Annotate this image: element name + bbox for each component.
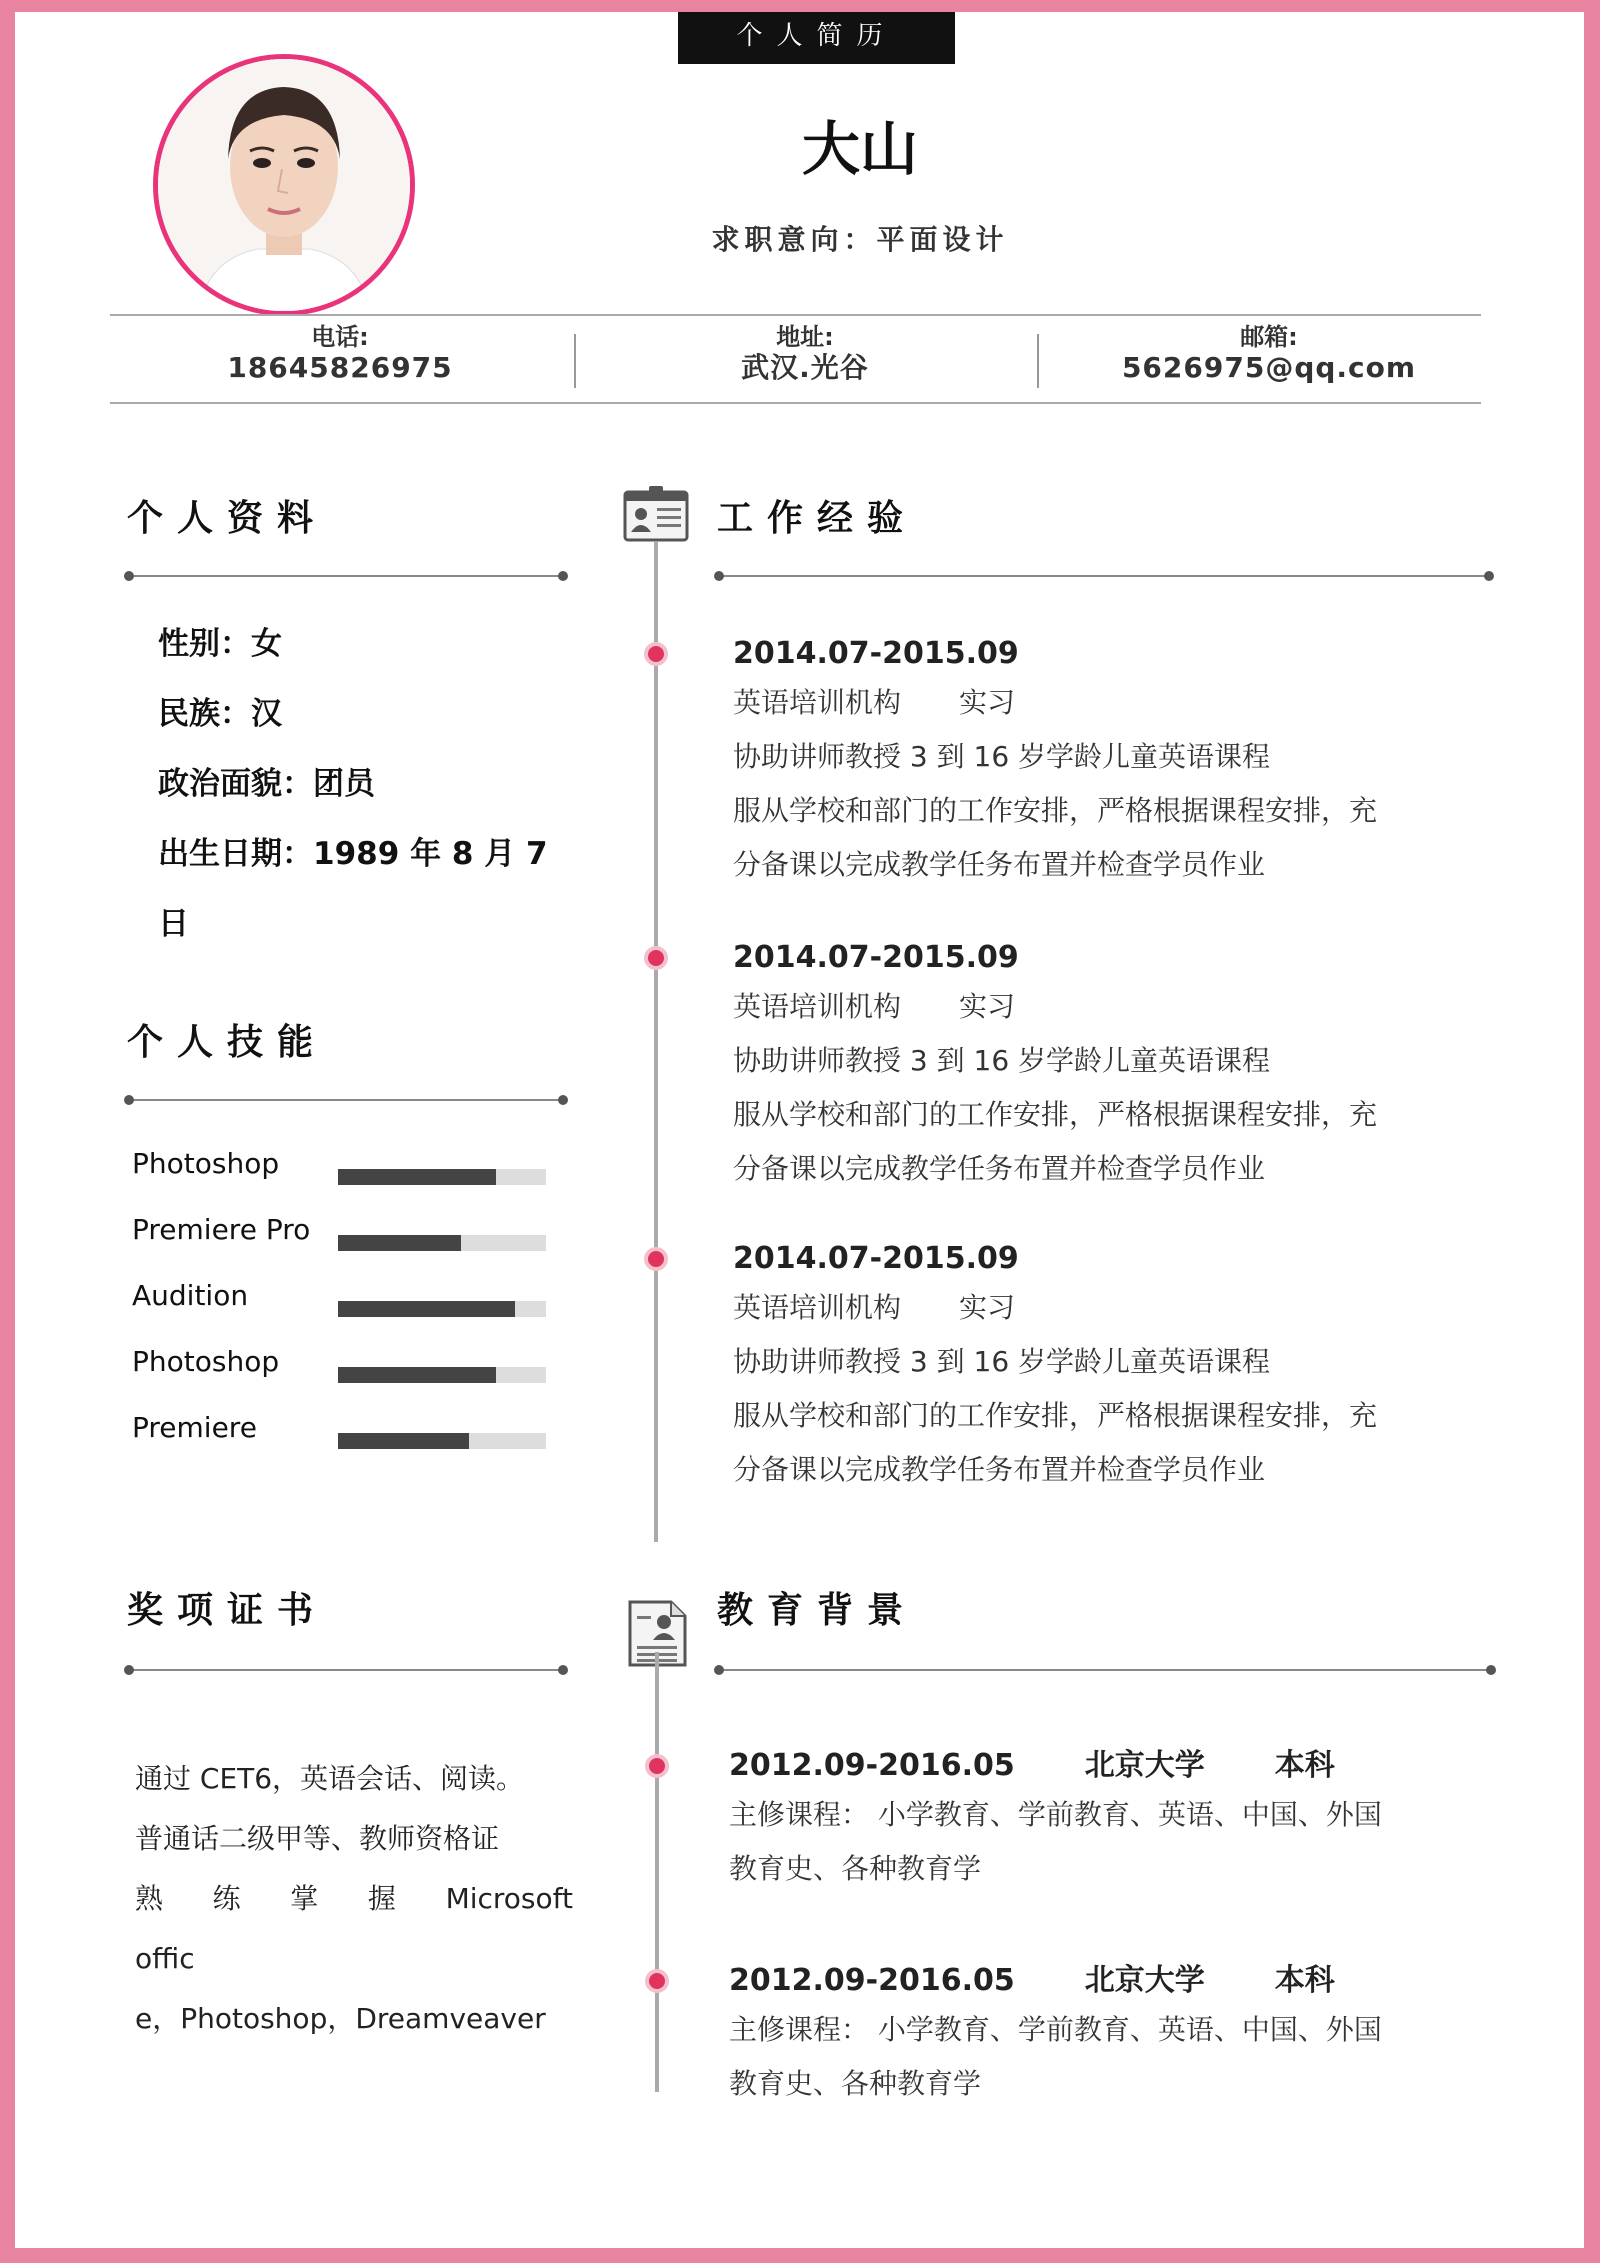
work-role: 实习 bbox=[959, 686, 1016, 719]
education-timeline bbox=[655, 1652, 659, 2092]
skill-fill bbox=[338, 1169, 496, 1185]
skill-bar bbox=[338, 1367, 546, 1383]
award-word: 练 bbox=[212, 1882, 241, 1915]
education-title: 教育背景 bbox=[717, 1590, 918, 1631]
timeline-dot bbox=[644, 946, 668, 970]
skill-fill bbox=[338, 1235, 461, 1251]
contact-address-label: 地址: bbox=[776, 323, 834, 351]
skill-fill bbox=[338, 1367, 496, 1383]
work-desc: 分备课以完成教学任务布置并检查学员作业 bbox=[733, 1152, 1266, 1185]
job-objective: 求职意向：平面设计 bbox=[711, 223, 1009, 256]
divider-bottom bbox=[110, 402, 1481, 404]
work-entry bbox=[733, 632, 1453, 892]
award-word: Microsoft bbox=[445, 1882, 573, 1915]
profile-title: 个人资料 bbox=[127, 498, 328, 539]
timeline-dot bbox=[644, 1247, 668, 1271]
awards-title: 奖项证书 bbox=[127, 1590, 328, 1631]
edu-date: 2012.09-2016.05 bbox=[729, 1748, 1015, 1783]
edu-date: 2012.09-2016.05 bbox=[729, 1963, 1015, 1998]
candidate-name: 大山 bbox=[801, 115, 918, 183]
profile-birth-cont: 日 bbox=[158, 906, 189, 942]
work-desc: 协助讲师教授 3 到 16 岁学龄儿童英语课程 bbox=[733, 1044, 1271, 1077]
award-line: e，Photoshop，Dreamveaver bbox=[135, 2002, 546, 2035]
skill-bar bbox=[338, 1169, 546, 1185]
award-line: 普通话二级甲等、教师资格证 bbox=[135, 1822, 500, 1855]
resume-page bbox=[15, 12, 1584, 2248]
contact-phone-value: 18645826975 bbox=[227, 351, 453, 384]
contact-phone-label: 电话: bbox=[311, 323, 369, 351]
edu-degree: 本科 bbox=[1274, 1963, 1335, 1998]
work-entry bbox=[733, 1237, 1453, 1497]
work-desc: 分备课以完成教学任务布置并检查学员作业 bbox=[733, 1453, 1266, 1486]
work-date: 2014.07-2015.09 bbox=[733, 636, 1019, 671]
edu-courses: 主修课程： 小学教育、学前教育、英语、中国、外国 bbox=[729, 1798, 1382, 1831]
education-entry bbox=[729, 1959, 1459, 2111]
work-desc: 协助讲师教授 3 到 16 岁学龄儿童英语课程 bbox=[733, 1345, 1271, 1378]
edu-courses: 教育史、各种教育学 bbox=[729, 2067, 982, 2100]
work-desc: 服从学校和部门的工作安排，严格根据课程安排，充 bbox=[733, 1098, 1378, 1131]
education-entry bbox=[729, 1744, 1459, 1896]
awards-rule bbox=[129, 1669, 563, 1671]
skills-title: 个人技能 bbox=[127, 1022, 328, 1063]
edu-school: 北京大学 bbox=[1084, 1748, 1205, 1783]
contact-address-value: 武汉.光谷 bbox=[741, 351, 869, 384]
skill-name: Premiere Pro bbox=[132, 1213, 311, 1246]
id-card-icon bbox=[623, 486, 689, 546]
contact-email-value: 5626975@qq.com bbox=[1121, 351, 1417, 384]
skill-name: Premiere bbox=[132, 1411, 257, 1444]
divider-top bbox=[110, 314, 1481, 316]
education-rule bbox=[719, 1669, 1491, 1671]
profile-gender: 性别：女 bbox=[158, 626, 282, 662]
contact-address bbox=[575, 322, 1035, 384]
timeline-dot bbox=[645, 1969, 669, 1993]
skill-name: Photoshop bbox=[132, 1345, 280, 1378]
work-desc: 服从学校和部门的工作安排，严格根据课程安排，充 bbox=[733, 1399, 1378, 1432]
resume-tab-label: 个人简历 bbox=[678, 12, 955, 64]
award-line: 通过 CET6，英语会话、阅读。 bbox=[135, 1762, 525, 1795]
work-org: 英语培训机构 bbox=[733, 990, 902, 1023]
skill-bar bbox=[338, 1433, 546, 1449]
award-line bbox=[135, 1869, 573, 1929]
contact-phone bbox=[110, 322, 570, 384]
profile-birth: 出生日期：1989 年 8 月 7 bbox=[158, 836, 548, 872]
work-desc: 服从学校和部门的工作安排，严格根据课程安排，充 bbox=[733, 794, 1378, 827]
awards-text bbox=[135, 1749, 573, 2049]
award-word: 掌 bbox=[290, 1882, 319, 1915]
work-title: 工作经验 bbox=[717, 498, 918, 539]
award-word: 熟 bbox=[135, 1882, 164, 1915]
contact-email-label: 邮箱: bbox=[1240, 323, 1298, 351]
timeline-dot bbox=[644, 642, 668, 666]
edu-school: 北京大学 bbox=[1084, 1963, 1205, 1998]
profile-politics: 政治面貌：团员 bbox=[158, 766, 375, 802]
award-line: offic bbox=[135, 1942, 195, 1975]
skill-bar bbox=[338, 1235, 546, 1251]
work-timeline bbox=[654, 542, 658, 1542]
award-word: 握 bbox=[367, 1882, 396, 1915]
skill-name: Photoshop bbox=[132, 1147, 280, 1180]
timeline-dot bbox=[645, 1754, 669, 1778]
profile-rule bbox=[129, 575, 563, 577]
contact-email bbox=[1039, 322, 1499, 384]
skill-fill bbox=[338, 1433, 469, 1449]
edu-courses: 主修课程： 小学教育、学前教育、英语、中国、外国 bbox=[729, 2013, 1382, 2046]
work-rule bbox=[719, 575, 1489, 577]
work-org: 英语培训机构 bbox=[733, 1291, 902, 1324]
work-entry bbox=[733, 936, 1453, 1196]
work-role: 实习 bbox=[959, 1291, 1016, 1324]
skill-fill bbox=[338, 1301, 515, 1317]
edu-courses: 教育史、各种教育学 bbox=[729, 1852, 982, 1885]
work-date: 2014.07-2015.09 bbox=[733, 1241, 1019, 1276]
work-org: 英语培训机构 bbox=[733, 686, 902, 719]
profile-ethnicity: 民族：汉 bbox=[158, 696, 282, 732]
work-desc: 协助讲师教授 3 到 16 岁学龄儿童英语课程 bbox=[733, 740, 1271, 773]
work-desc: 分备课以完成教学任务布置并检查学员作业 bbox=[733, 848, 1266, 881]
work-date: 2014.07-2015.09 bbox=[733, 940, 1019, 975]
skill-bar bbox=[338, 1301, 546, 1317]
skill-name: Audition bbox=[132, 1279, 249, 1312]
skills-rule bbox=[129, 1099, 563, 1101]
work-role: 实习 bbox=[959, 990, 1016, 1023]
edu-degree: 本科 bbox=[1274, 1748, 1335, 1783]
